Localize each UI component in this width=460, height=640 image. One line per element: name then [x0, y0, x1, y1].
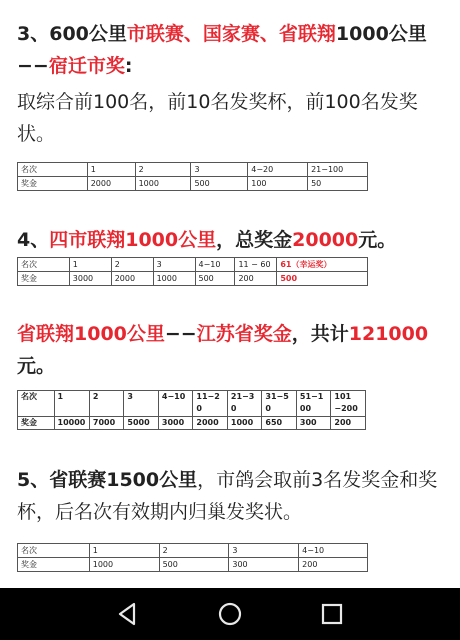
table-row — [18, 272, 368, 286]
section5-bold-text: 省联赛1500公里 — [49, 469, 198, 491]
table-cell: 3 — [153, 258, 195, 272]
section4-prefix: 4、 — [17, 229, 50, 251]
section4-mid: ，总奖金 — [216, 229, 293, 251]
table-cell: 2000 — [87, 177, 135, 191]
table-cell: 5000 — [124, 417, 159, 430]
table-cell: 50 — [308, 177, 368, 191]
table-row — [18, 177, 368, 191]
table-cell: 3000 — [69, 272, 111, 286]
recents-square-icon[interactable] — [316, 598, 348, 630]
table-cell: 200 — [331, 417, 366, 430]
section4-heading — [17, 224, 443, 256]
provincial-red-text: 省联翔1000公里 — [17, 323, 165, 345]
table-cell: 500 — [195, 272, 235, 286]
table-cell: 300 — [229, 558, 299, 572]
table-cell: 11 − 60 — [235, 258, 277, 272]
back-triangle-icon[interactable] — [112, 598, 144, 630]
section3-colon: : — [124, 55, 133, 77]
table-cell: 奖金 — [18, 177, 88, 191]
table-cell: 4−10 — [158, 391, 193, 417]
table-cell: 1000 — [89, 558, 159, 572]
section4-table — [17, 257, 368, 286]
table-cell: 2 — [111, 258, 153, 272]
navigation-bar — [0, 588, 460, 640]
table-cell: 2000 — [111, 272, 153, 286]
table-cell: 4−10 — [299, 544, 368, 558]
table-cell: 200 — [299, 558, 368, 572]
table-cell: 2 — [135, 163, 191, 177]
provincial-mid: ，共计 — [291, 323, 349, 345]
home-circle-icon[interactable] — [214, 598, 246, 630]
section4-suffix: 元。 — [358, 229, 397, 251]
table-cell: 10000 — [54, 417, 89, 430]
table-cell: 21−100 — [308, 163, 368, 177]
table-cell: 名次 — [18, 258, 70, 272]
section3-dash: −− — [17, 55, 49, 77]
table-cell: 101 −200 — [331, 391, 366, 417]
table-cell: 1 — [69, 258, 111, 272]
table-cell: 1 — [87, 163, 135, 177]
table-cell: 500 — [277, 272, 368, 286]
provincial-suffix: 元。 — [17, 355, 56, 377]
table-row — [18, 163, 368, 177]
table-cell: 名次 — [18, 544, 90, 558]
section3-red-text: 市联赛、国家赛、省联翔 — [126, 23, 336, 45]
table-cell: 4−20 — [248, 163, 308, 177]
provincial-red-amount: 121000 — [348, 323, 429, 345]
table-cell: 名次 — [18, 163, 88, 177]
table-cell: 1000 — [227, 417, 262, 430]
table-cell: 2000 — [193, 417, 228, 430]
table-cell: 650 — [262, 417, 297, 430]
section3-prefix: 3、600公里 — [17, 23, 127, 45]
table-cell: 31−5 0 — [262, 391, 297, 417]
table-row — [18, 391, 366, 417]
table-cell: 21−3 0 — [227, 391, 262, 417]
table-cell: 3 — [229, 544, 299, 558]
table-cell: 300 — [296, 417, 331, 430]
section5-text: ，市鸽会取前3名发奖金和奖杯，后名次有效期内归巢发奖状。 — [17, 469, 438, 523]
section3-table — [17, 162, 368, 191]
provincial-red-award: 江苏省奖金 — [196, 323, 292, 345]
section4-red-text: 四市联翔1000公里 — [49, 229, 217, 251]
table-cell: 7000 — [89, 417, 124, 430]
table-cell: 2 — [89, 391, 124, 417]
table-cell: 1 — [54, 391, 89, 417]
table-cell: 3000 — [158, 417, 193, 430]
table-cell: 100 — [248, 177, 308, 191]
table-row — [18, 258, 368, 272]
table-cell: 名次 — [18, 391, 55, 417]
table-cell: 2 — [159, 544, 229, 558]
provincial-dash: −− — [164, 323, 197, 345]
table-row — [18, 417, 366, 430]
table-cell: 61（幸运奖） — [277, 258, 368, 272]
table-cell: 奖金 — [18, 558, 90, 572]
section5-prefix: 5、 — [17, 469, 50, 491]
table-cell: 奖金 — [18, 272, 70, 286]
section3-suffix: 1000公里 — [335, 23, 427, 45]
table-cell: 1000 — [153, 272, 195, 286]
table-cell: 3 — [191, 163, 248, 177]
table-cell: 51−1 00 — [296, 391, 331, 417]
table-row — [18, 544, 368, 558]
section3-heading — [17, 18, 443, 82]
section5-paragraph — [17, 464, 443, 528]
table-cell: 3 — [124, 391, 159, 417]
provincial-heading — [17, 318, 443, 382]
table-row — [18, 558, 368, 572]
section4-red-amount: 20000 — [292, 229, 359, 251]
table-cell: 500 — [159, 558, 229, 572]
section5-table — [17, 543, 368, 572]
table-cell: 200 — [235, 272, 277, 286]
section3-red-award: 宿迁市奖 — [48, 55, 125, 77]
table-cell: 1 — [89, 544, 159, 558]
table-cell: 500 — [191, 177, 248, 191]
table-cell: 4−10 — [195, 258, 235, 272]
provincial-table — [17, 390, 366, 430]
table-cell: 11−2 0 — [193, 391, 228, 417]
table-cell: 1000 — [135, 177, 191, 191]
section3-paragraph: 取综合前100名，前10名发奖杯，前100名发奖状。 — [17, 91, 418, 145]
table-cell: 奖金 — [18, 417, 55, 430]
